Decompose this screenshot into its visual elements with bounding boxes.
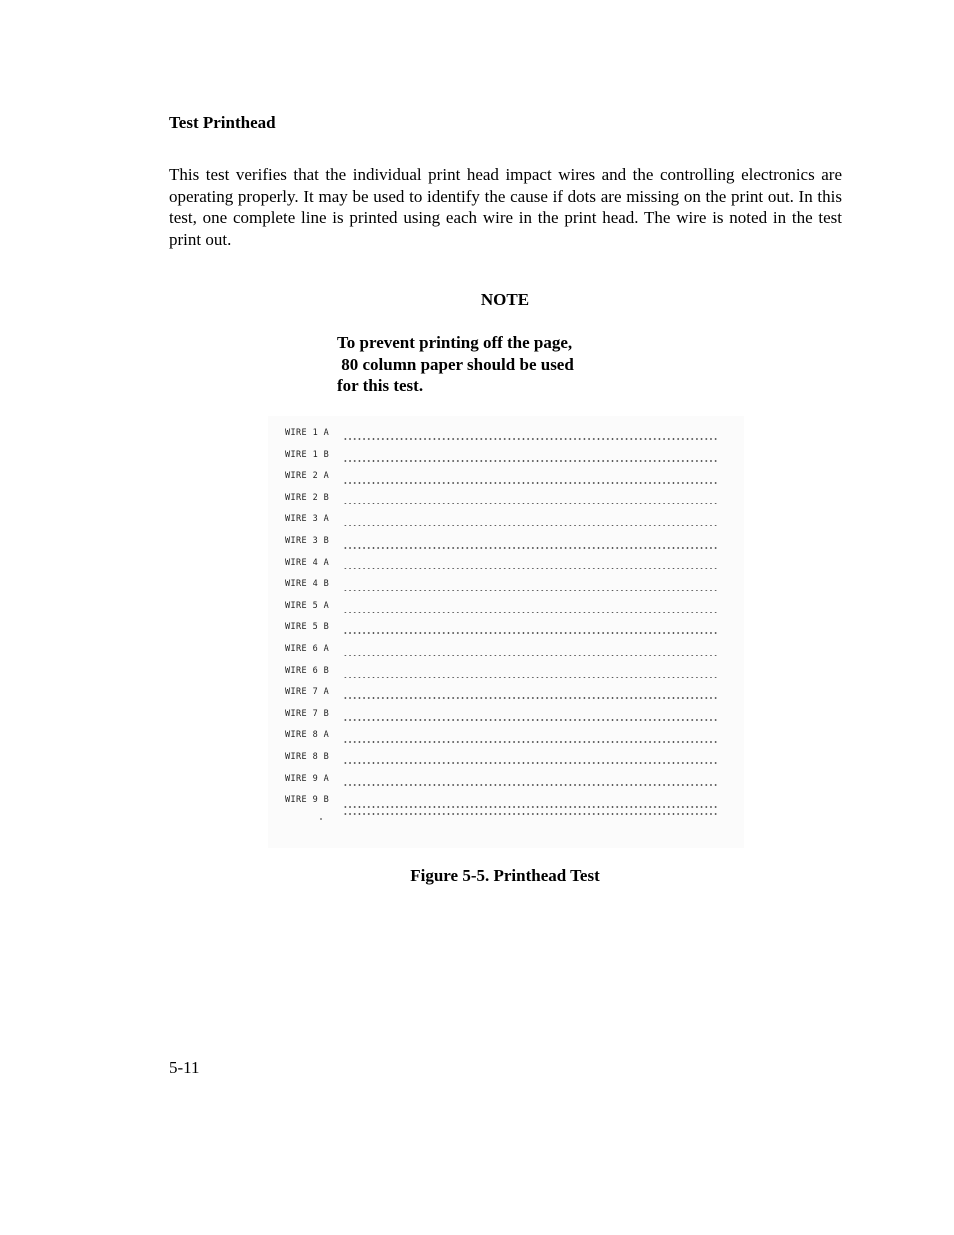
wire-label: WIRE 5 B <box>285 622 330 633</box>
wire-row <box>285 752 725 764</box>
wire-label: WIRE 4 A <box>285 557 330 568</box>
dot-line <box>343 438 718 440</box>
dot-line <box>343 503 718 505</box>
wire-label: WIRE 2 B <box>285 492 330 503</box>
dot-line <box>343 632 718 634</box>
wire-row <box>285 579 725 591</box>
wire-label: WIRE 1 B <box>285 449 330 460</box>
wire-row <box>285 514 725 526</box>
body-paragraph: This test verifies that the individual print head impact wires and the controlling electronics are operating properly. It may be used to identify the cause if dots are missing on the print out. In this test, one complete line is printed using each wire in the print head. The wire is noted in the test print out. <box>169 165 842 250</box>
dot-line <box>343 460 718 462</box>
wire-row <box>285 471 725 483</box>
wire-row <box>285 601 725 613</box>
dot-line <box>343 590 718 592</box>
trailing-dot-line <box>343 813 718 815</box>
wire-label: WIRE 3 B <box>285 536 330 546</box>
wire-label: WIRE 7 A <box>285 687 330 698</box>
dot-line <box>343 655 718 657</box>
wire-row <box>285 536 725 548</box>
wire-row <box>285 622 725 634</box>
note-line: for this test. <box>337 376 424 396</box>
dot-line <box>343 762 718 764</box>
wire-row <box>285 666 725 678</box>
dot-line <box>343 741 718 743</box>
wire-row <box>285 558 725 570</box>
dot-line <box>343 482 718 484</box>
dot-line <box>343 568 718 570</box>
wire-row <box>285 709 725 721</box>
note-line: 80 column paper should be used <box>337 354 574 374</box>
wire-row <box>285 795 725 807</box>
wire-row <box>285 644 725 656</box>
dot-line <box>343 677 718 679</box>
wire-row <box>285 493 725 505</box>
dot-line <box>343 697 718 699</box>
wire-label: WIRE 6 B <box>285 665 330 676</box>
wire-row <box>285 730 725 742</box>
page-number: 5-11 <box>169 1058 200 1077</box>
section-heading: Test Printhead <box>169 113 276 132</box>
wire-label: WIRE 4 B <box>285 579 330 590</box>
note-line: To prevent printing off the page, <box>337 333 573 352</box>
note-text <box>337 332 637 397</box>
dot-line <box>343 806 718 808</box>
dot-line <box>343 547 718 549</box>
wire-label: WIRE 1 A <box>285 428 330 438</box>
wire-label: WIRE 9 A <box>285 773 330 784</box>
dot-line <box>343 612 718 614</box>
wire-label: WIRE 2 A <box>285 471 330 482</box>
wire-label: WIRE 8 B <box>285 752 330 762</box>
dot-line <box>343 784 718 786</box>
dot-line <box>343 719 718 721</box>
figure-caption: Figure 5-5. Printhead Test <box>410 866 600 885</box>
wire-label: WIRE 6 A <box>285 644 330 654</box>
stray-dot <box>320 818 322 820</box>
wire-label: WIRE 7 B <box>285 708 330 719</box>
wire-row <box>285 450 725 462</box>
wire-label: WIRE 8 A <box>285 730 330 741</box>
note-heading: NOTE <box>480 290 530 309</box>
wire-label: WIRE 5 A <box>285 600 330 611</box>
wire-row <box>285 687 725 699</box>
wire-label: WIRE 3 A <box>285 514 330 525</box>
wire-row <box>285 774 725 786</box>
printhead-test-printout <box>268 416 744 848</box>
wire-row <box>285 428 725 440</box>
wire-label: WIRE 9 B <box>285 795 330 806</box>
dot-line <box>343 525 718 527</box>
